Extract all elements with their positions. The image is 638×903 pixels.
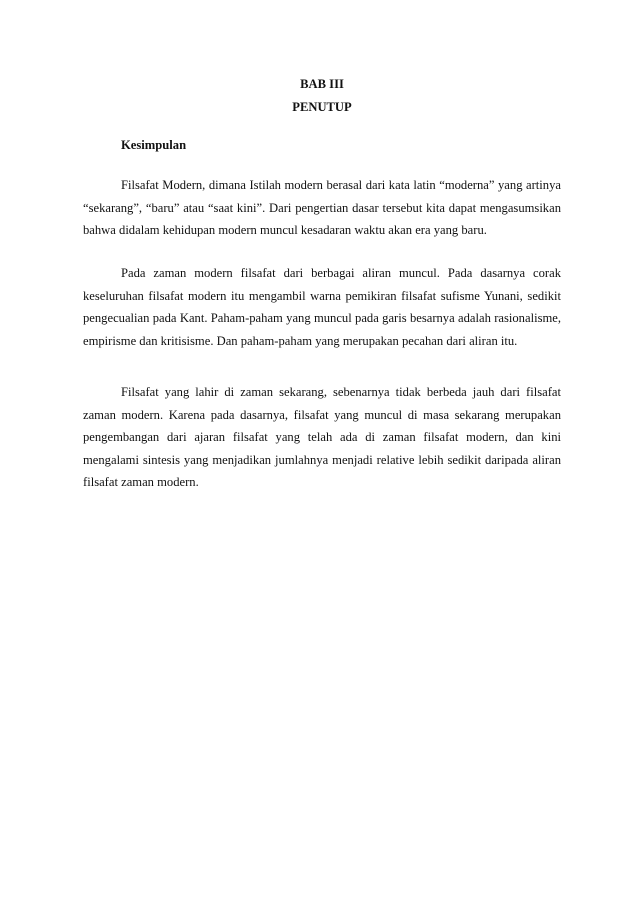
chapter-number: BAB III [300,77,344,91]
section-heading: Kesimpulan [121,138,187,152]
chapter-title: PENUTUP [292,100,352,114]
paragraph-2: Pada zaman modern filsafat dari berbagai aliran muncul. Pada dasarnya corak keseluruhan filsafat modern itu mengambil warna pemikiran filsafat sufisme Yunani, sedikit pengecualian pada Kant. Paham-paham yang muncul pada garis besarnya adalah rasionalisme, empirisme dan kritisisme. Dan paham-paham yang merupakan pecahan dari aliran itu. [83,266,561,348]
paragraph-3: Filsafat yang lahir di zaman sekarang, sebenarnya tidak berbeda jauh dari filsafat zaman modern. Karena pada dasarnya, filsafat yang muncul di masa sekarang merupakan pengembangan dari ajaran filsafat yang telah ada di zaman filsafat modern, dan kini mengalami sintesis yang menjadikan jumlahnya menjadi relative lebih sedikit daripada aliran filsafat zaman modern. [83,385,561,490]
paragraph-1: Filsafat Modern, dimana Istilah modern berasal dari kata latin “moderna” yang artinya “sekarang”, “baru” atau “saat kini”. Dari pengertian dasar tersebut kita dapat mengasumsikan bahwa didalam kehidupan modern muncul kesadaran waktu akan era yang baru. [83,178,561,238]
